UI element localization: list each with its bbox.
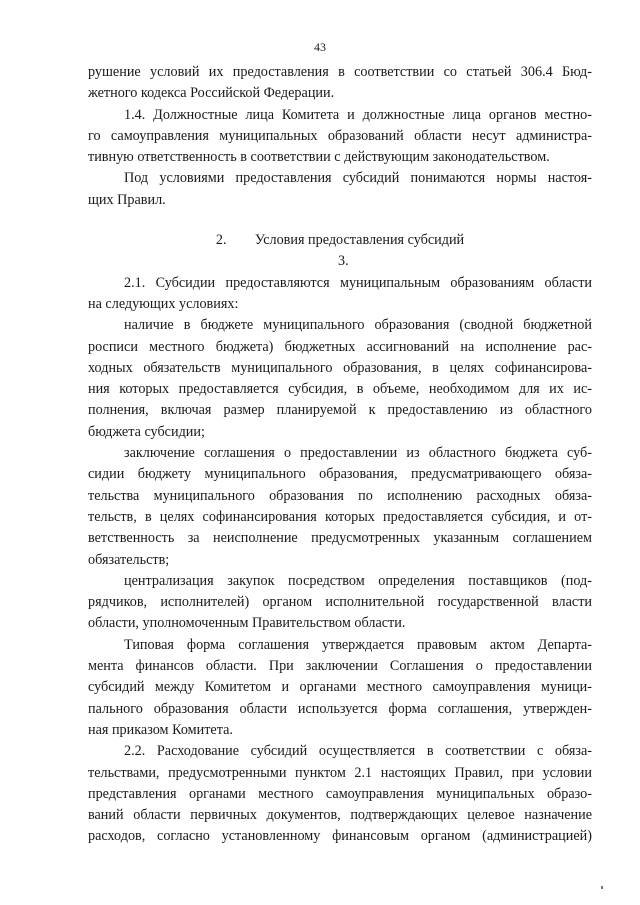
text-line: расходов, согласно установленному финансовым органом (администрацией) bbox=[88, 828, 592, 845]
text-line: 2.1. Субсидии предоставляются муниципальным образованиям области bbox=[124, 274, 592, 291]
paragraph-budget-condition bbox=[88, 315, 592, 443]
text-line: 2.2. Расходование субсидий осуществляется в соответствии с обяза- bbox=[124, 743, 592, 760]
text-line: росписи местного бюджета) бюджетных ассигнований на исполнение рас- bbox=[88, 338, 592, 355]
text-line: тивную ответственность в соответствии с действующим законодательством. bbox=[88, 149, 550, 166]
text-line: щих Правил. bbox=[88, 191, 166, 208]
text-line: го самоуправления муниципальных образований области несут администра- bbox=[88, 127, 592, 144]
scan-mark bbox=[601, 886, 603, 889]
paragraph-1-4 bbox=[88, 105, 592, 169]
document-body bbox=[88, 62, 592, 848]
text-line: полнения, включая размер планируемой к предоставлению из областного bbox=[88, 402, 592, 419]
text-line: ветственность за неисполнение предусмотренных указанным соглашением bbox=[88, 530, 592, 547]
paragraph-agreement-condition bbox=[88, 443, 592, 571]
text-line: рядчиков, исполнителей) органом исполнительной государственной власти bbox=[88, 594, 592, 611]
text-line: мента финансов области. При заключении Соглашения о предоставлении bbox=[88, 658, 592, 675]
text-line: области, уполномоченным Правительством области. bbox=[88, 615, 406, 632]
section-number: 3. bbox=[338, 253, 349, 270]
paragraph-agreement-form bbox=[88, 635, 592, 741]
text-line: бюджета субсидии; bbox=[88, 423, 205, 440]
text-line: 1.4. Должностные лица Комитета и должностные лица органов местно- bbox=[124, 106, 592, 123]
text-line: Под условиями предоставления субсидий понимаются нормы настоя- bbox=[124, 170, 592, 187]
text-line: ная приказом Комитета. bbox=[88, 721, 233, 738]
text-line: ходных обязательств муниципального образования, в целях софинансирова- bbox=[88, 359, 592, 376]
text-line: пального образования области используется форма соглашения, утвержден- bbox=[88, 700, 592, 717]
text-line: тельств, в целях софинансирования которых предоставляется субсидия, и от- bbox=[88, 508, 592, 525]
text-line: обязательств; bbox=[88, 551, 170, 568]
text-line: наличие в бюджете муниципального образования (сводной бюджетной bbox=[124, 317, 592, 334]
paragraph-2-1 bbox=[88, 273, 592, 316]
text-line: рушение условий их предоставления в соответствии со статьей 306.4 Бюд- bbox=[88, 64, 592, 80]
text-line: жетного кодекса Российской Федерации. bbox=[88, 85, 335, 102]
paragraph-conditions-definition bbox=[88, 168, 592, 211]
paragraph-continuation bbox=[88, 62, 592, 105]
text-line: субсидий между Комитетом и органами местного самоуправления муници- bbox=[88, 679, 592, 696]
paragraph-2-2 bbox=[88, 741, 592, 847]
text-line: представления органами местного самоуправления муниципальных образо- bbox=[88, 785, 592, 802]
text-line: тельствами, предусмотренными пунктом 2.1 настоящих Правил, при условии bbox=[88, 764, 592, 781]
text-line: Типовая форма соглашения утверждается правовым актом Департа- bbox=[124, 636, 592, 653]
paragraph-procurement-condition bbox=[88, 571, 592, 635]
text-line: ваний области первичных документов, подтверждающих целевое назначение bbox=[88, 807, 592, 824]
text-line: сидии бюджету муниципального образования, предусматривающего обяза- bbox=[88, 466, 592, 483]
text-line: централизация закупок посредством определения поставщиков (под- bbox=[124, 572, 592, 589]
section-gap bbox=[88, 211, 592, 230]
text-line: на следующих условиях: bbox=[88, 295, 239, 312]
text-line: ния которых предоставляется субсидия, в объеме, необходимом для их ис- bbox=[88, 381, 592, 398]
page-number: 43 bbox=[314, 40, 326, 54]
section-heading: 2. Условия предоставления субсидий bbox=[215, 232, 465, 249]
text-line: заключение соглашения о предоставлении из областного бюджета суб- bbox=[124, 445, 592, 462]
text-line: тельства муниципального образования по исполнению расходных обяза- bbox=[88, 487, 592, 504]
